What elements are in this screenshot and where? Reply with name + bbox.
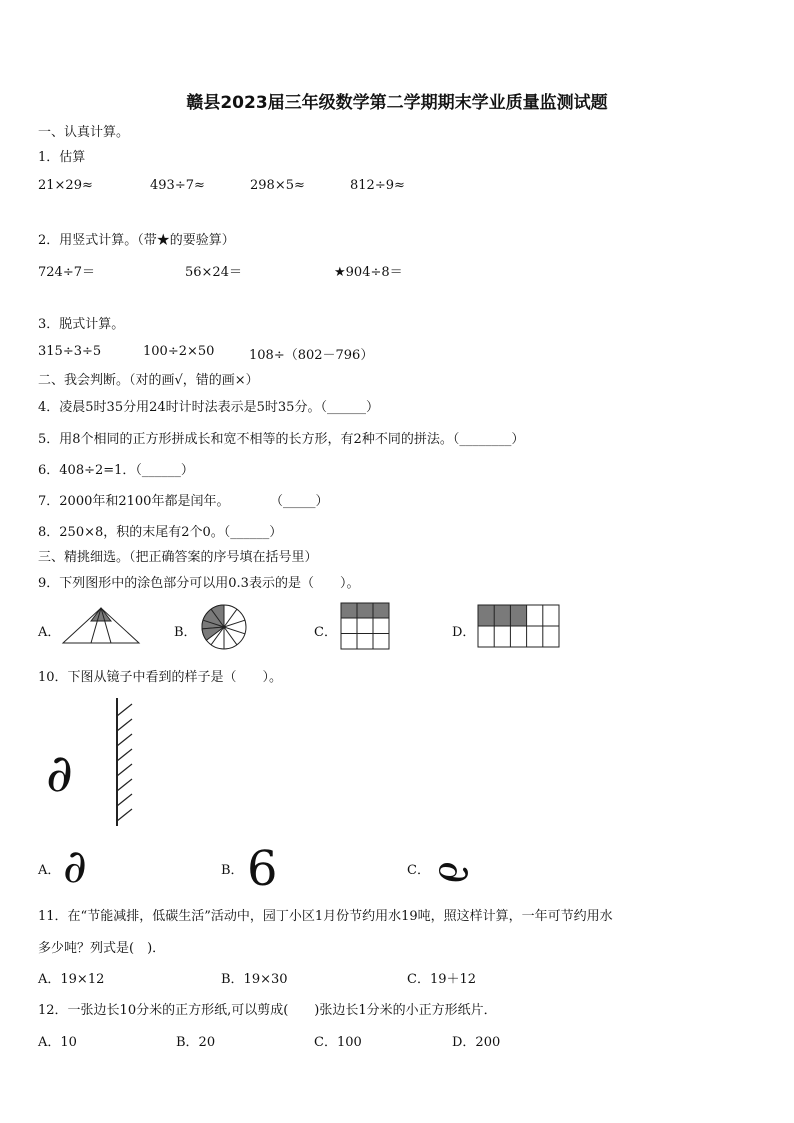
option-c-label: C． <box>314 625 337 640</box>
q11-option-b: B．19×30 <box>221 972 288 987</box>
q11-option-c: C．19＋12 <box>407 972 477 987</box>
question-8: 8．250×8，积的末尾有2个0。（______） <box>38 525 283 540</box>
question-2-label: 2．用竖式计算。（带★的要验算） <box>38 233 235 248</box>
grid-5x2-figure <box>477 604 561 648</box>
triangle-figure <box>62 607 140 645</box>
estimate-item: 493÷7≈ <box>150 178 205 193</box>
q10-option-a-label: A． <box>38 863 61 878</box>
q12-option-a: A．10 <box>38 1035 77 1050</box>
grid-shaded-row <box>341 603 389 618</box>
section-2-heading: 二、我会判断。（对的画√，错的画×） <box>38 373 259 388</box>
question-9: 9．下列图形中的涂色部分可以用0.3表示的是（ ）。 <box>38 576 360 591</box>
circle-shaded-sector <box>202 627 224 640</box>
section-3-heading: 三、精挑细选。（把正确答案的序号填在括号里） <box>38 550 318 565</box>
expression-item: 108÷（802－796） <box>249 348 374 363</box>
mirror-object-symbol: ∂ <box>46 744 73 804</box>
option-d-label: D． <box>452 625 476 640</box>
expression-item: 315÷3÷5 <box>38 344 102 359</box>
q11-option-a: A．19×12 <box>38 972 105 987</box>
mirror-hatch-lines <box>117 704 132 821</box>
estimate-item: 812÷9≈ <box>350 178 405 193</box>
q10-option-b-label: B． <box>221 863 244 878</box>
question-3-label: 3．脱式计算。 <box>38 317 125 332</box>
q12-option-d: D．200 <box>452 1035 501 1050</box>
option-a-label: A． <box>38 625 61 640</box>
estimate-item: 298×5≈ <box>250 178 305 193</box>
expression-item: 100÷2×50 <box>143 344 215 359</box>
page-title: 赣县2023届三年级数学第二学期期末学业质量监测试题 <box>186 93 608 113</box>
section-1-heading: 一、认真计算。 <box>38 125 130 140</box>
grid-3x3-figure <box>340 602 390 650</box>
q12-option-c: C．100 <box>314 1035 362 1050</box>
circle-figure <box>201 604 247 650</box>
grid-shaded-cells <box>478 605 527 626</box>
question-5: 5．用8个相同的正方形拼成长和宽不相等的长方形，有2种不同的拼法。（________） <box>38 432 525 447</box>
q10-option-c-symbol: ∂ <box>428 860 480 884</box>
option-b-label: B． <box>174 625 197 640</box>
question-11-line-2: 多少吨？列式是( )． <box>38 941 166 956</box>
q10-option-b-symbol: 6 <box>247 841 278 897</box>
mirror-icon <box>112 698 140 828</box>
question-12: 12．一张边长10分米的正方形纸,可以剪成( )张边长1分米的小正方形纸片． <box>38 1003 497 1018</box>
question-6: 6．408÷2=1．（______） <box>38 463 194 478</box>
question-10: 10．下图从镜子中看到的样子是（ ）。 <box>38 670 283 685</box>
question-1-label: 1．估算 <box>38 150 86 165</box>
question-4: 4．凌晨5时35分用24时计时法表示是5时35分。（______） <box>38 400 379 415</box>
question-7: 7．2000年和2100年都是闰年。 <box>38 494 230 509</box>
question-11-line-1: 11．在“节能减排，低碳生活”活动中，园丁小区1月份节约用水19吨，照这样计算，一年可节约用水 <box>38 909 613 924</box>
circle-shaded-sector <box>202 605 224 629</box>
vertical-calc-item: ★904÷8＝ <box>334 265 403 280</box>
vertical-calc-item: 724÷7＝ <box>38 265 95 280</box>
q10-option-c-label: C． <box>407 863 430 878</box>
estimate-item: 21×29≈ <box>38 178 93 193</box>
question-7-blank: （_____） <box>270 494 329 509</box>
q12-option-b: B．20 <box>176 1035 216 1050</box>
vertical-calc-item: 56×24＝ <box>185 265 242 280</box>
q10-option-a-symbol: ∂ <box>63 839 87 893</box>
